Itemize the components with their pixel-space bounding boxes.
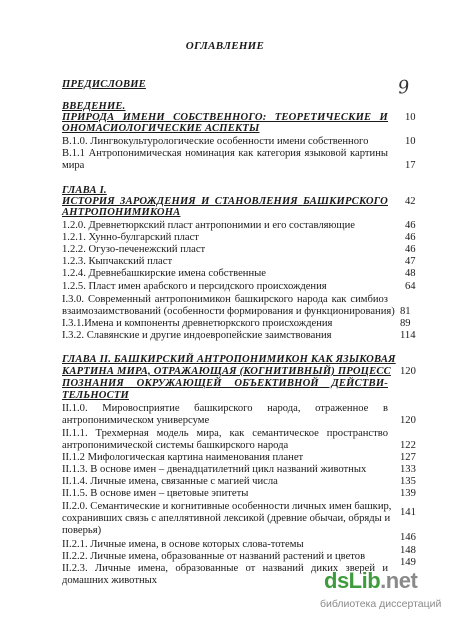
toc-page-s123: 47 <box>405 256 416 267</box>
toc-page-s132: 114 <box>400 330 416 341</box>
toc-entry-chapter2-line4: ТЕЛЬНОСТИ <box>62 390 129 401</box>
toc-entry-s121: 1.2.1. Хунно-булгарский пласт <box>62 232 199 243</box>
toc-entry-s210: II.1.0. Мировосприятие башкирского народа, отраженное в <box>62 403 388 414</box>
toc-page-b11: 17 <box>405 160 416 171</box>
toc-entry-chapter1-line3: АНТРОПОНИМИКОНА <box>62 207 181 218</box>
toc-page-b10: 10 <box>405 136 416 147</box>
toc-entry-s210-line2: антропонимическом универсуме <box>62 415 210 426</box>
toc-entry-s212: II.1.2 Мифологическая картина наименования планет <box>62 452 304 463</box>
toc-entry-s132: I.3.2. Славянские и другие индоевропейские заимствования <box>62 330 332 341</box>
toc-entry-intro-line3: ОНОМАСИОЛОГИЧЕСКИЕ АСПЕКТЫ <box>62 123 260 134</box>
toc-entry-intro: ВВЕДЕНИЕ. <box>62 101 126 112</box>
toc-entry-s124: 1.2.4. Древнебашкирские имена собственные <box>62 268 266 279</box>
toc-entry-b10: В.1.0. Лингвокультурологические особенности имени собственного <box>62 136 369 147</box>
toc-entry-chapter1: ГЛАВА I. <box>62 185 107 196</box>
toc-page-s210: 120 <box>400 415 416 426</box>
toc-page-intro: 10 <box>405 112 416 123</box>
toc-entry-s220-line3: поверья) <box>62 525 102 536</box>
toc-entry-s123: 1.2.3. Кыпчакский пласт <box>62 256 173 267</box>
toc-entry-s223-line2: домашних животных <box>62 575 158 586</box>
toc-entry-s223: II.2.3. Личные имена, образованные от названий диких зверей и <box>62 563 388 574</box>
toc-page-s213: 133 <box>400 464 416 475</box>
toc-entry-s221: II.2.1. Личные имена, в основе которых слова-тотемы <box>62 539 304 550</box>
toc-page-s223: 149 <box>400 557 416 568</box>
dslib-watermark[interactable] <box>320 568 448 616</box>
toc-title: ОГЛАВЛЕНИЕ <box>185 40 265 52</box>
toc-page-s220: 141 <box>400 507 416 518</box>
toc-page-s122: 46 <box>405 244 416 255</box>
toc-page-s121: 46 <box>405 232 416 243</box>
toc-entry-s211-line2: антропонимической системы башкирского народа <box>62 440 289 451</box>
toc-entry-s214: II.1.4. Личные имена, связанные с магией числа <box>62 476 278 487</box>
toc-page-s124: 48 <box>405 268 416 279</box>
toc-entry-s122: 1.2.2. Огузо-печенежский пласт <box>62 244 206 255</box>
toc-entry-chapter2: ГЛАВА II. БАШКИРСКИЙ АНТРОПОНИМИКОН КАК ЯЗЫКОВАЯ <box>62 354 396 365</box>
toc-entry-chapter2-line3: ПОЗНАНИЯ ОКРУЖАЮЩЕЙ ОБЪЕКТИВНОЙ ДЕЙСТВИ- <box>62 378 388 389</box>
toc-entry-s131: I.3.1.Имена и компоненты древнетюркского происхождения <box>62 318 333 329</box>
toc-entry-s220-line2: сохранивших связь с апеллятивной лексикой (древние обычаи, обряды и <box>62 513 391 524</box>
toc-page-s131: 89 <box>400 318 411 329</box>
toc-entry-s215: II.1.5. В основе имен – цветовые эпитеты <box>62 488 249 499</box>
toc-page-s215: 139 <box>400 488 416 499</box>
toc-page-chapter2: 120 <box>400 366 416 377</box>
toc-entry-s213: II.1.3. В основе имен – двенадцатилетний цикл названий животных <box>62 464 367 475</box>
toc-entry-b11-line2: мира <box>62 160 85 171</box>
toc-entry-s220: II.2.0. Семантические и когнитивные особенности личных имен башкир, <box>62 501 392 512</box>
toc-entry-s130-line2: взаимозаимствований (особенности формирования и функционирования) <box>62 306 395 317</box>
dslib-logo: dsLib.net <box>324 568 418 593</box>
toc-page-s221: 146 <box>400 532 416 543</box>
toc-page-s222: 148 <box>400 545 416 556</box>
toc-page-s130: 81 <box>400 306 411 317</box>
toc-page-s214: 135 <box>400 476 416 487</box>
toc-entry-s211: II.1.1. Трехмерная модель мира, как семантическое пространство <box>62 428 388 439</box>
toc-page-chapter1: 42 <box>405 196 416 207</box>
toc-entry-s120: 1.2.0. Древнетюркский пласт антропонимии и его составляющие <box>62 220 355 231</box>
toc-entry-chapter2-line2: КАРТИНА МИРА, ОТРАЖАЮЩАЯ (КОГНИТИВНЫЙ) ПРОЦЕСС <box>62 366 391 377</box>
dslib-subtitle: библиотека диссертаций <box>320 598 442 610</box>
toc-entry-chapter1-line2: ИСТОРИЯ ЗАРОЖДЕНИЯ И СТАНОВЛЕНИЯ БАШКИРСКОГО <box>62 196 388 207</box>
toc-page-s211: 122 <box>400 440 416 451</box>
toc-entry-intro-line2: ПРИРОДА ИМЕНИ СОБСТВЕННОГО: ТЕОРЕТИЧЕСКИЕ И <box>62 112 388 123</box>
handwritten-page-number: 9 <box>396 76 411 99</box>
toc-entry-preface: ПРЕДИСЛОВИЕ <box>62 79 146 90</box>
toc-entry-s130: I.3.0. Современный антропонимикон башкирского народа как симбиоз <box>62 294 388 305</box>
toc-entry-s125: 1.2.5. Пласт имен арабского и персидского происхождения <box>62 281 327 292</box>
toc-entry-b11: В.1.1 Антропонимическая номинация как категория языковой картины <box>62 148 388 159</box>
toc-page-s120: 46 <box>405 220 416 231</box>
toc-page-s212: 127 <box>400 452 416 463</box>
toc-entry-s222: II.2.2. Личные имена, образованные от названий растений и цветов <box>62 551 366 562</box>
toc-page-s125: 64 <box>405 281 416 292</box>
